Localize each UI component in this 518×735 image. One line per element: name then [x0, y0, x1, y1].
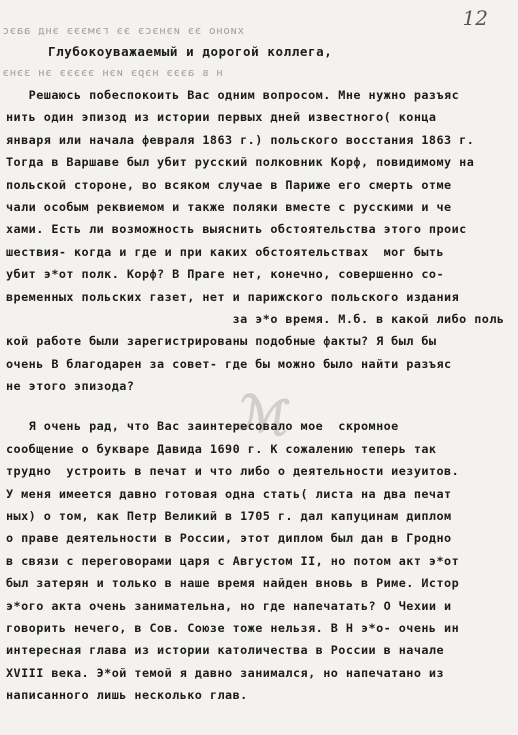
text-line: хами. Есть ли возможность выяснить обстоятельства этого проис	[6, 222, 467, 237]
text-line: кой работе были зарегистрированы подобные факты? Я был бы	[6, 334, 437, 349]
text-line: говорить нечего, в Сов. Союзе тоже нельзя. В Н э*о- очень ин	[6, 620, 460, 635]
text-line: XVIII века. Э*ой темой я давно занимался, но напечатано из	[6, 665, 445, 680]
text-line: написанного лишь несколько глав.	[6, 688, 248, 703]
text-line: Решаюсь побеспокоить Вас одним вопросом. Мне нужно разъяс	[6, 88, 460, 102]
text-line: Я очень рад, что Вас заинтересовало мое скромное	[6, 419, 399, 434]
text-line: ных) о том, как Петр Великий в 1705 г. дал капуцинам диплом	[6, 509, 452, 524]
text-line: э*ого акта очень занимательна, но где напечатать? О Чехии и	[6, 598, 452, 613]
text-line: чали особым реквиемом и также поляки вместе с русскими и че	[6, 199, 452, 214]
text-line: сообщение о букваре Давида 1690 г. К сожалению теперь так	[6, 441, 437, 456]
letter-body	[6, 84, 504, 707]
text-line: шествия- когда и где и при каких обстоятельствах мог быть	[6, 244, 445, 259]
text-line: трудно устроить в печат и что либо о деятельности иезуитов.	[6, 464, 460, 479]
text-line: о праве деятельности в России, этот диплом был дан в Гродно	[6, 531, 452, 546]
text-line: за э*о время. М.б. в какой либо поль	[6, 311, 504, 326]
bleed-through-text: хионо ээ иэнэсэ ээ гэмэээ энд ааэс	[2, 24, 245, 37]
text-line: нить один эпизод из истории первых дней известного( конца	[6, 110, 437, 125]
text-line: очень В благодарен за совет- где бы можно было найти разъяс	[6, 356, 452, 371]
text-line: интересная глава из истории католичества в России в начале	[6, 643, 445, 658]
archive-stamp: ℳ	[234, 384, 293, 448]
letter-greeting: Глубокоуважаемый и дорогой коллега,	[48, 44, 333, 59]
text-line: в связи с переговорами царя с Августом II, но потом акт э*от	[6, 553, 460, 568]
page-number: 12	[462, 6, 488, 30]
text-line: убит э*от полк. Корф? В Праге нет, конечно, совершенно со-	[6, 267, 445, 282]
bleed-through-text: н в аэээ нэрэ иэн эээээ эн зэнэ	[2, 66, 223, 79]
text-line: был затерян и только в наше время найден вновь в Риме. Истор	[6, 576, 460, 591]
text-line: Тогда в Варшаве был убит русский полковник Корф, повидимому на	[6, 155, 475, 170]
text-line: января или начала февраля 1863 г.) польского восстания 1863 г.	[6, 132, 475, 147]
text-line: польской стороне, во всяком случае в Париже его смерть отме	[6, 177, 452, 192]
text-line: не этого эпизода?	[6, 379, 135, 394]
text-line: временных польских газет, нет и парижского польского издания	[6, 289, 460, 304]
text-line: У меня имеется давно готовая одна стать( листа на два печат	[6, 486, 452, 501]
paragraph-2	[6, 415, 504, 706]
paragraph-1	[6, 84, 504, 397]
